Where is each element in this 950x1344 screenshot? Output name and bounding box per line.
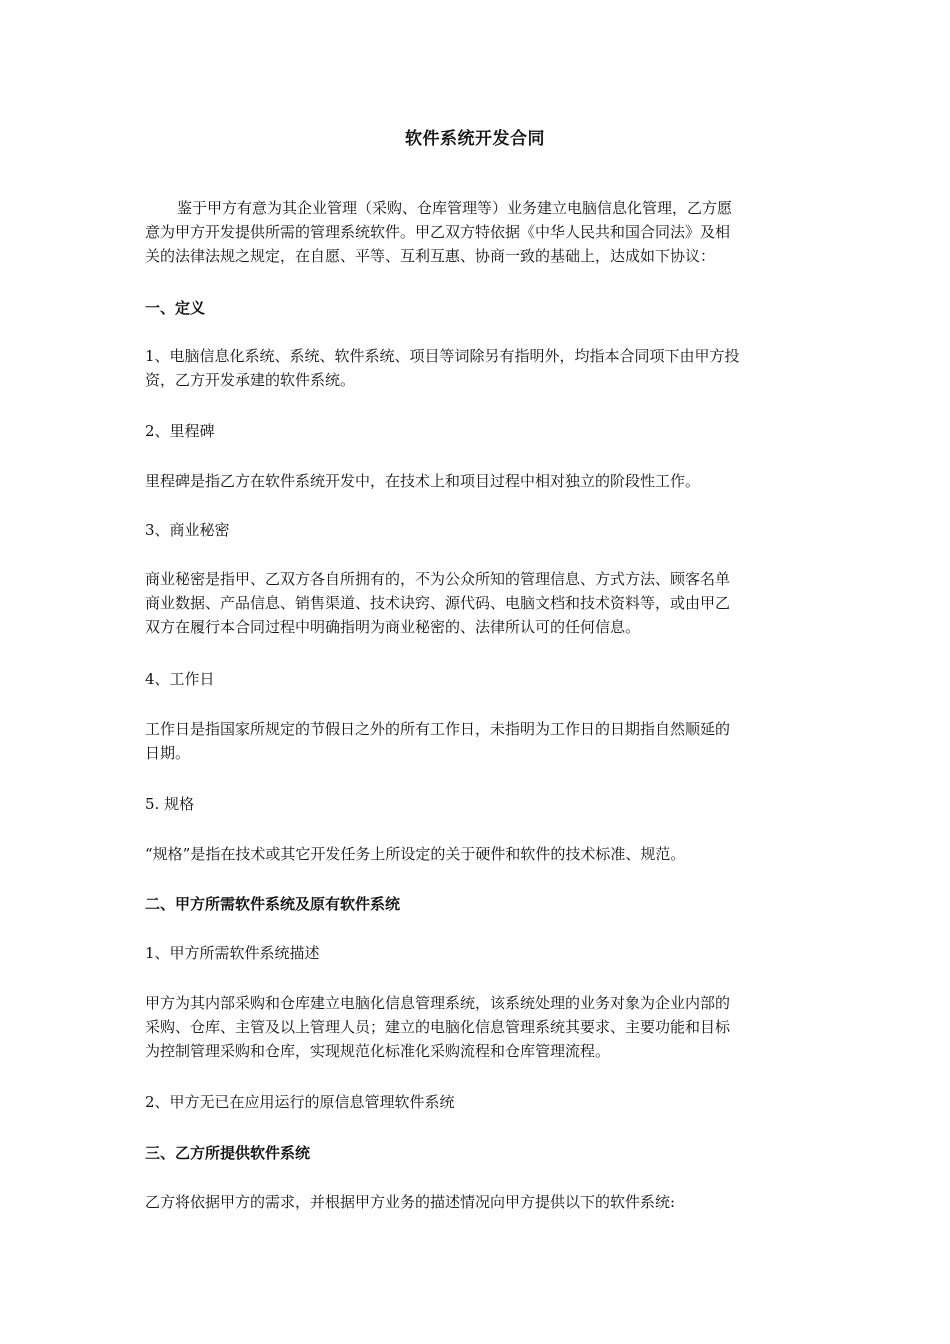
definition-item-2-label: 2、里程碑 [145,422,215,440]
definition-item-5-label: 5. 规格 [145,795,195,813]
paragraph-line: 1、电脑信息化系统、系统、软件系统、项目等词除另有指明外，均指本合同项下由甲方投 [145,347,740,365]
definition-item-4-text [145,717,811,765]
section-heading-software-provided: 三、乙方所提供软件系统 [145,1144,311,1162]
document-title: 软件系统开发合同 [405,129,545,149]
definition-item-1 [145,344,811,392]
preamble-line: 鉴于甲方有意为其企业管理（采购、仓库管理等）业务建立电脑信息化管理，乙方愿 [177,199,733,217]
paragraph-line: 双方在履行本合同过程中明确指明为商业秘密的、法律所认可的任何信息。 [145,618,641,636]
paragraph-line: 商业数据、产品信息、销售渠道、技术诀窍、源代码、电脑文档和技术资料等，或由甲乙 [145,594,731,612]
section2-item-1-label: 1、甲方所需软件系统描述 [145,944,320,962]
paragraph-line: 商业秘密是指甲、乙双方各自所拥有的，不为公众所知的管理信息、方式方法、顾客名单 [145,570,731,588]
section3-text: 乙方将依据甲方的需求，并根据甲方业务的描述情况向甲方提供以下的软件系统: [145,1193,676,1211]
paragraph-line: 采购、仓库、主管及以上管理人员；建立的电脑化信息管理系统其要求、主要功能和目标 [145,1018,731,1036]
definition-item-4-label: 4、工作日 [145,670,215,688]
definition-item-5-text: “规格”是指在技术或其它开发任务上所设定的关于硬件和软件的技术标准、规范。 [145,845,686,863]
preamble-paragraph [145,196,811,268]
paragraph-line: 甲方为其内部采购和仓库建立电脑化信息管理系统，该系统处理的业务对象为企业内部的 [145,994,731,1012]
preamble-line: 关的法律法规之规定，在自愿、平等、互利互惠、协商一致的基础上，达成如下协议： [145,247,716,265]
section2-item-1-text [145,991,811,1063]
section-heading-software-required: 二、甲方所需软件系统及原有软件系统 [145,895,401,913]
paragraph-line: 为控制管理采购和仓库，实现规范化标准化采购流程和仓库管理流程。 [145,1042,611,1060]
paragraph-line: 资，乙方开发承建的软件系统。 [145,371,356,389]
definition-item-3-text [145,567,811,639]
definition-item-3-label: 3、商业秘密 [145,521,230,539]
section2-item-2-label: 2、甲方无已在应用运行的原信息管理软件系统 [145,1093,455,1111]
definition-item-2-text: 里程碑是指乙方在软件系统开发中，在技术上和项目过程中相对独立的阶段性工作。 [145,472,701,490]
preamble-line: 意为甲方开发提供所需的管理系统软件。甲乙双方特依据《中华人民共和国合同法》及相 [145,223,731,241]
paragraph-line: 日期。 [145,744,191,762]
section-heading-definitions: 一、定义 [145,299,206,317]
paragraph-line: 工作日是指国家所规定的节假日之外的所有工作日，未指明为工作日的日期指自然顺延的 [145,720,731,738]
